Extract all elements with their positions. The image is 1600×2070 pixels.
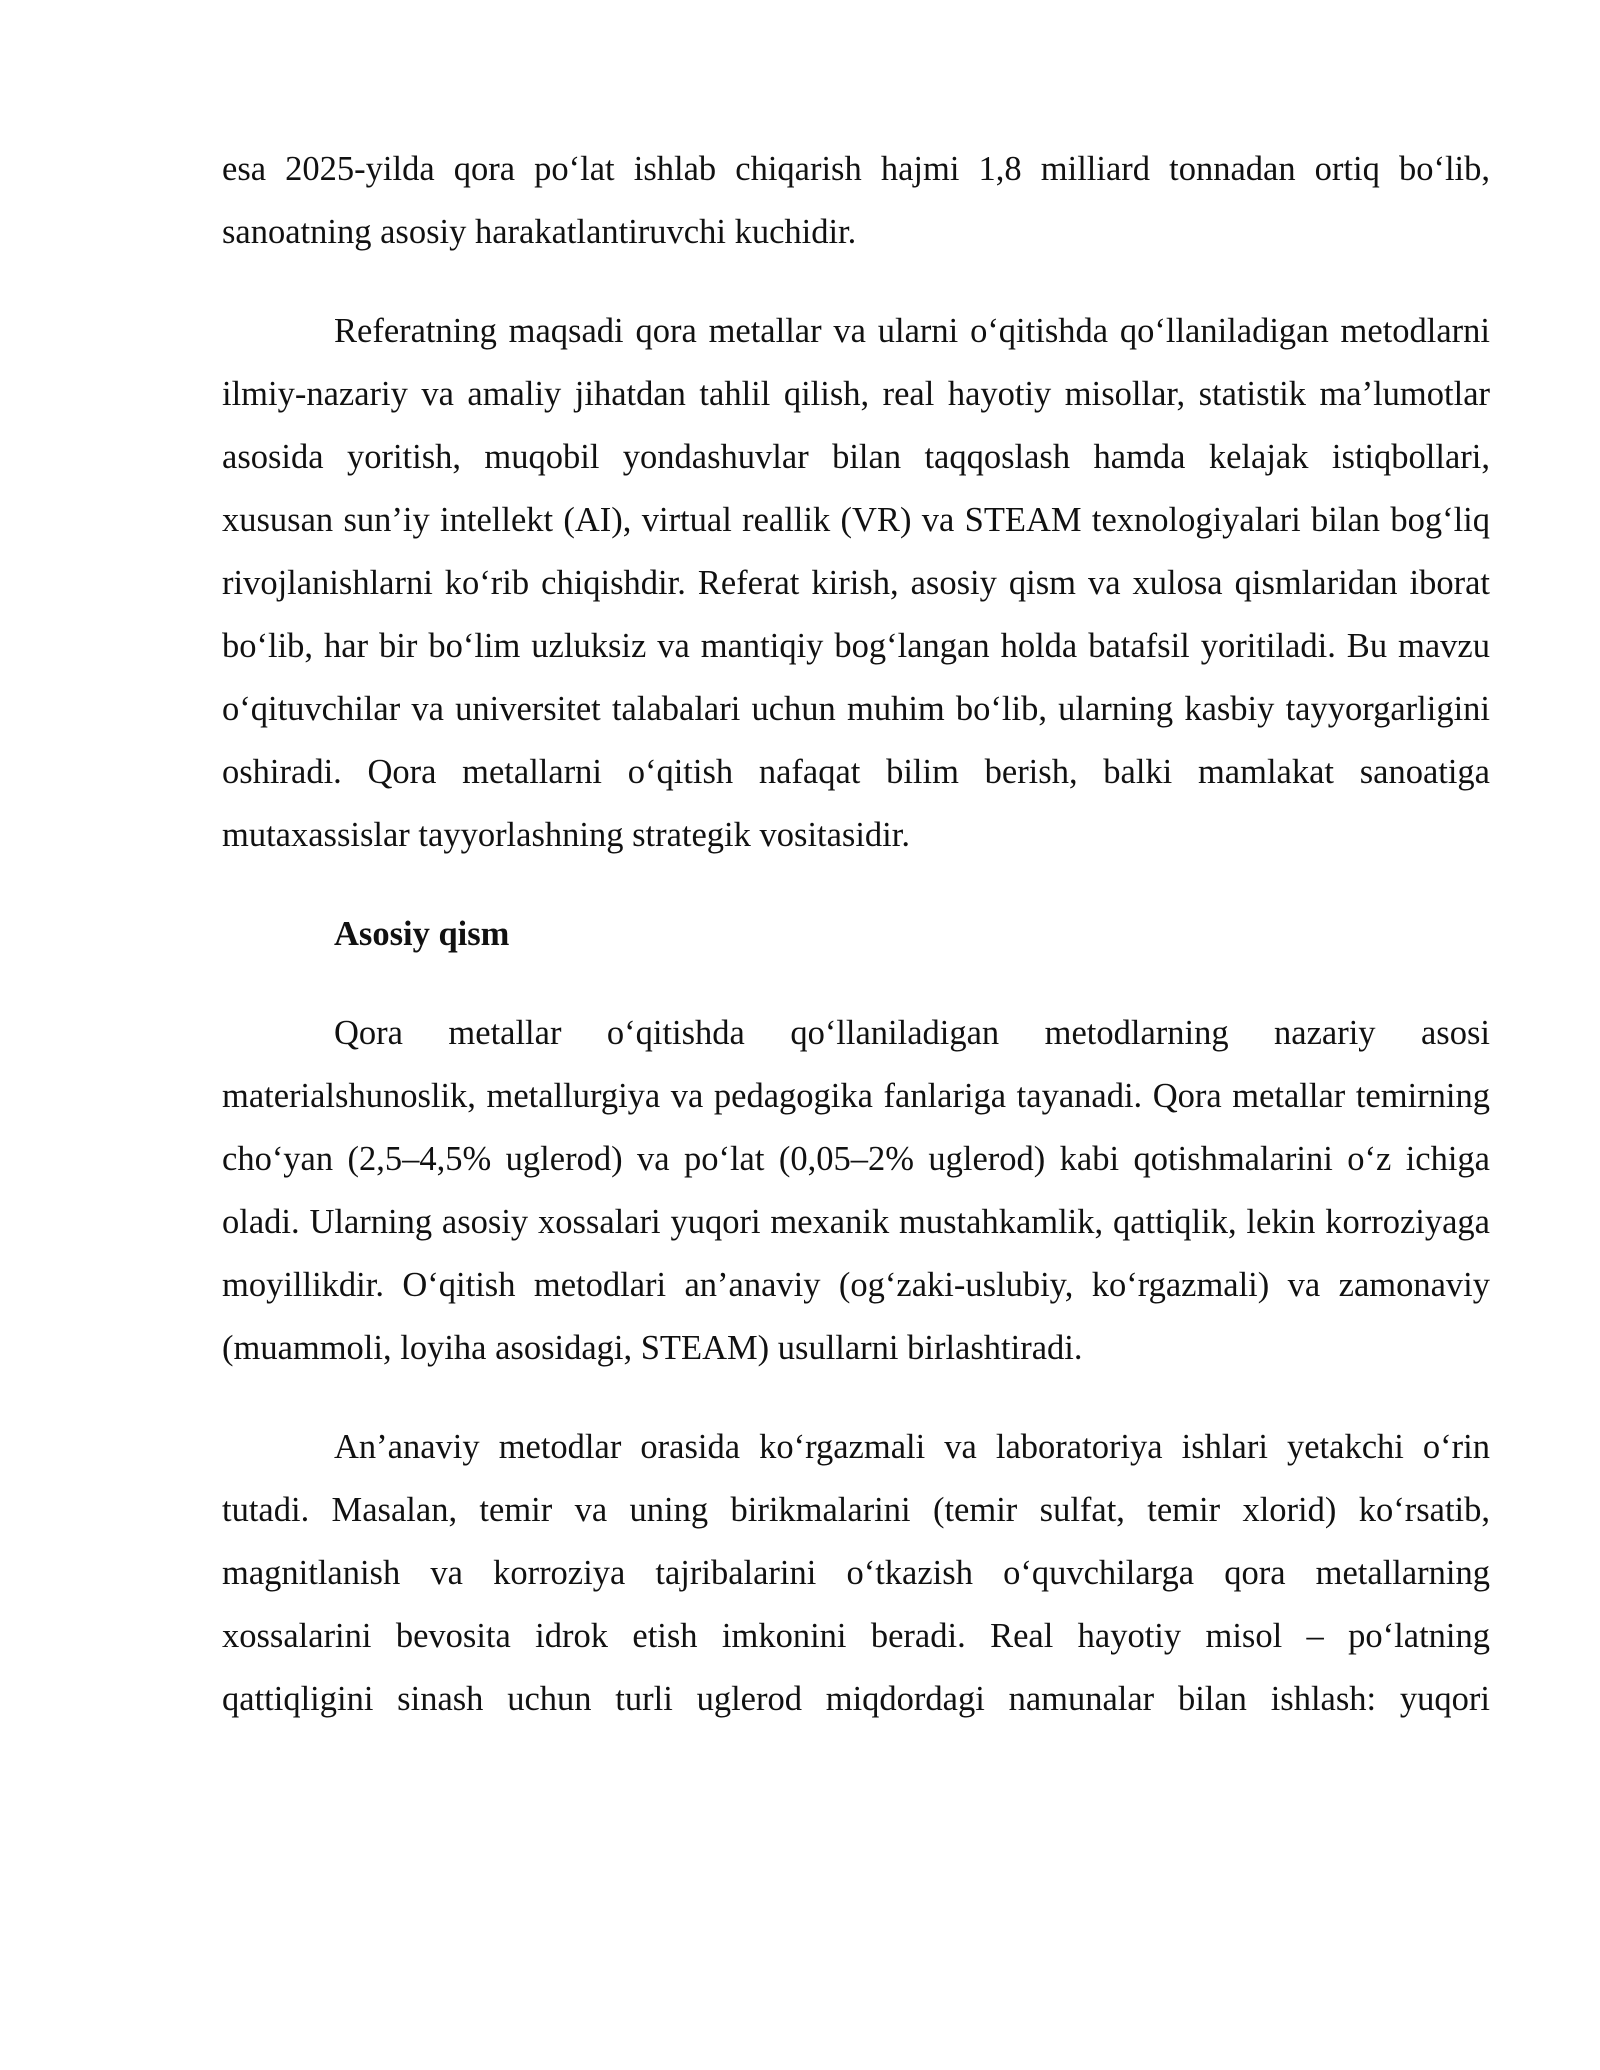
paragraph-theory: Qora metallar o‘qitishda qo‘llaniladigan metodlarning nazariy asosi materialshunoslik, metallurgiya va pedagogika fanlariga tayanadi. Qora metallar temirning cho‘yan (2,5–4,5% uglerod) va po‘lat (0,05–2% uglerod) kabi qotishmalarini o‘z ichiga oladi. Ularning asosiy xossalari yuqori mexanik mustahkamlik, qattiqlik, lekin korroziyaga moyillikdir. O‘qitish metodlari an’anaviy (og‘zaki-uslubiy, ko‘rgazmali) va zamonaviy (muammoli, loyiha asosidagi, STEAM) usullarni birlashtiradi. (222, 1014, 1490, 1367)
section-heading: Asosiy qism (334, 915, 510, 953)
paragraph-traditional-methods: An’anaviy metodlar orasida ko‘rgazmali va laboratoriya ishlari yetakchi o‘rin tutadi. Masalan, temir va uning birikmalarini (temir sulfat, temir xlorid) ko‘rsatib, magnitlanish va korroziya tajribalarini o‘tkazish o‘quvchilarga qora metallarning xossalarini bevosita idrok etish imkonini beradi. Real hayotiy misol – po‘latning qattiqligini sinash uchun turli uglerod miqdordagi namunalar bilan ishlash: yuqori (222, 1428, 1490, 1718)
paragraph-continuation: esa 2025-yilda qora po‘lat ishlab chiqarish hajmi 1,8 milliard tonnadan ortiq bo‘lib, sanoatning asosiy harakatlantiruvchi kuchidir. (222, 150, 1490, 251)
document-body (222, 138, 1490, 1731)
paragraph-purpose: Referatning maqsadi qora metallar va ularni o‘qitishda qo‘llaniladigan metodlarni ilmiy-nazariy va amaliy jihatdan tahlil qilish, real hayotiy misollar, statistik ma’lumotlar asosida yoritish, muqobil yondashuvlar bilan taqqoslash hamda kelajak istiqbollari, xususan sun’iy intellekt (AI), virtual reallik (VR) va STEAM texnologiyalari bilan bog‘liq rivojlanishlarni ko‘rib chiqishdir. Referat kirish, asosiy qism va xulosa qismlaridan iborat bo‘lib, har bir bo‘lim uzluksiz va mantiqiy bog‘langan holda batafsil yoritiladi. Bu mavzu o‘qituvchilar va universitet talabalari uchun muhim bo‘lib, ularning kasbiy tayyorgarligini oshiradi. Qora metallarni o‘qitish nafaqat bilim berish, balki mamlakat sanoatiga mutaxassislar tayyorlashning strategik vositasidir. (222, 312, 1490, 854)
